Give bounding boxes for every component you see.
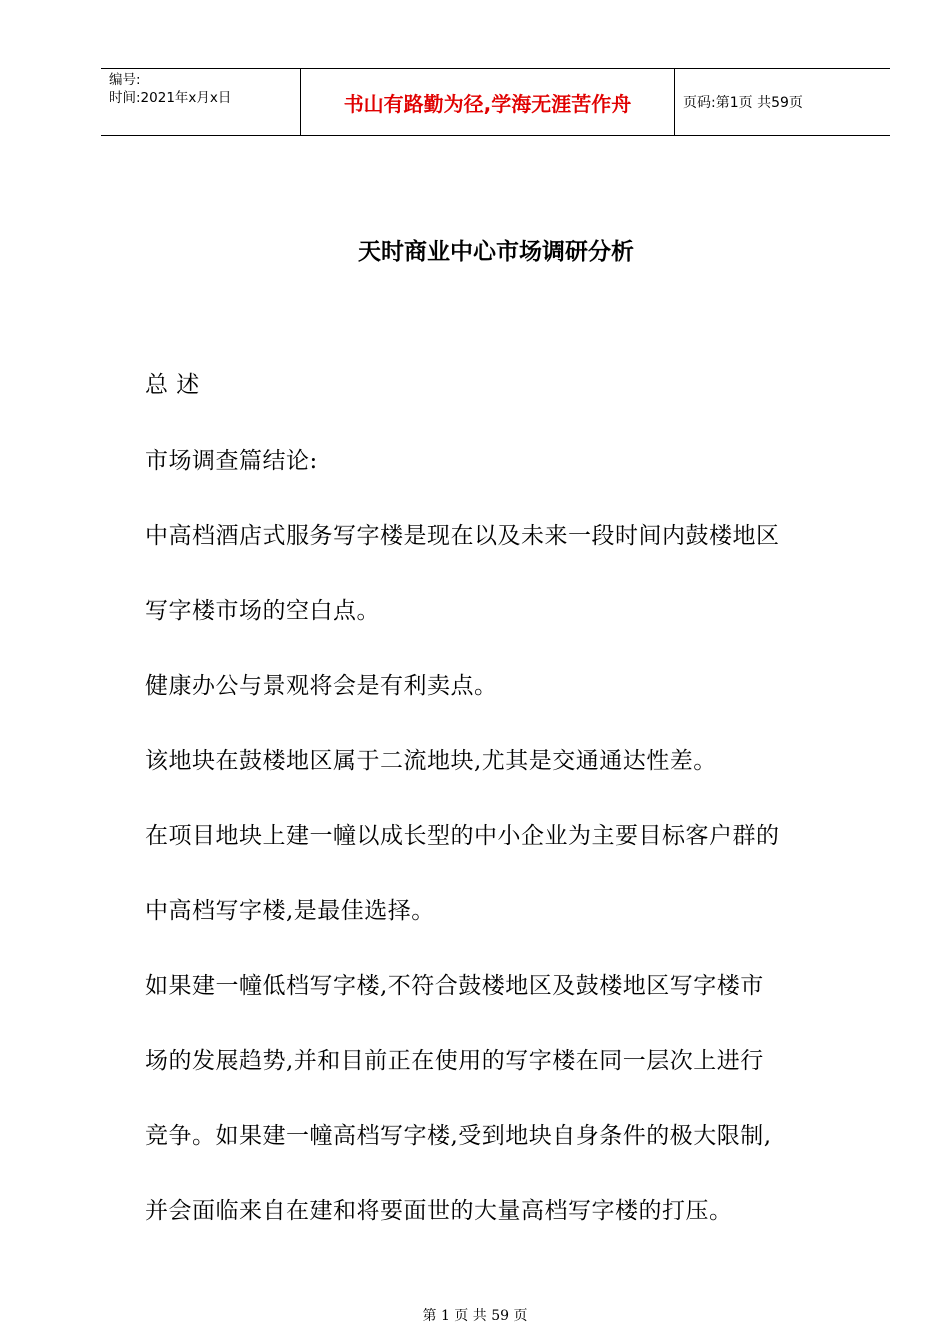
- body-line: 中高档酒店式服务写字楼是现在以及未来一段时间内鼓楼地区: [145, 523, 780, 549]
- header-motto: 书山有路勤为径,学海无涯苦作舟: [301, 69, 675, 135]
- body-line: 场的发展趋势,并和目前正在使用的写字楼在同一层次上进行: [145, 1048, 764, 1074]
- header-page-info: 页码:第1页 共59页: [683, 95, 803, 111]
- body-line: 竞争。如果建一幢高档写字楼,受到地块自身条件的极大限制,: [145, 1123, 772, 1149]
- body-line: 并会面临来自在建和将要面世的大量高档写字楼的打压。: [145, 1198, 733, 1224]
- document-header: [101, 68, 890, 136]
- body-line: 中高档写字楼,是最佳选择。: [145, 898, 435, 924]
- header-time-label: 时间:2021年x月x日: [109, 90, 232, 106]
- body-line: 写字楼市场的空白点。: [145, 598, 380, 624]
- body-line: 在项目地块上建一幢以成长型的中小企业为主要目标客户群的: [145, 823, 780, 849]
- body-line: 市场调查篇结论:: [145, 448, 318, 474]
- document-title: 天时商业中心市场调研分析: [358, 239, 634, 265]
- header-meta: [101, 69, 301, 135]
- header-number-label: 编号:: [109, 72, 141, 88]
- body-line: 健康办公与景观将会是有利卖点。: [145, 673, 498, 699]
- section-heading: 总 述: [145, 372, 200, 398]
- page-footer: 第 1 页 共 59 页: [422, 1308, 528, 1324]
- body-line: 如果建一幢低档写字楼,不符合鼓楼地区及鼓楼地区写字楼市: [145, 973, 764, 999]
- body-line: 该地块在鼓楼地区属于二流地块,尤其是交通通达性差。: [145, 748, 717, 774]
